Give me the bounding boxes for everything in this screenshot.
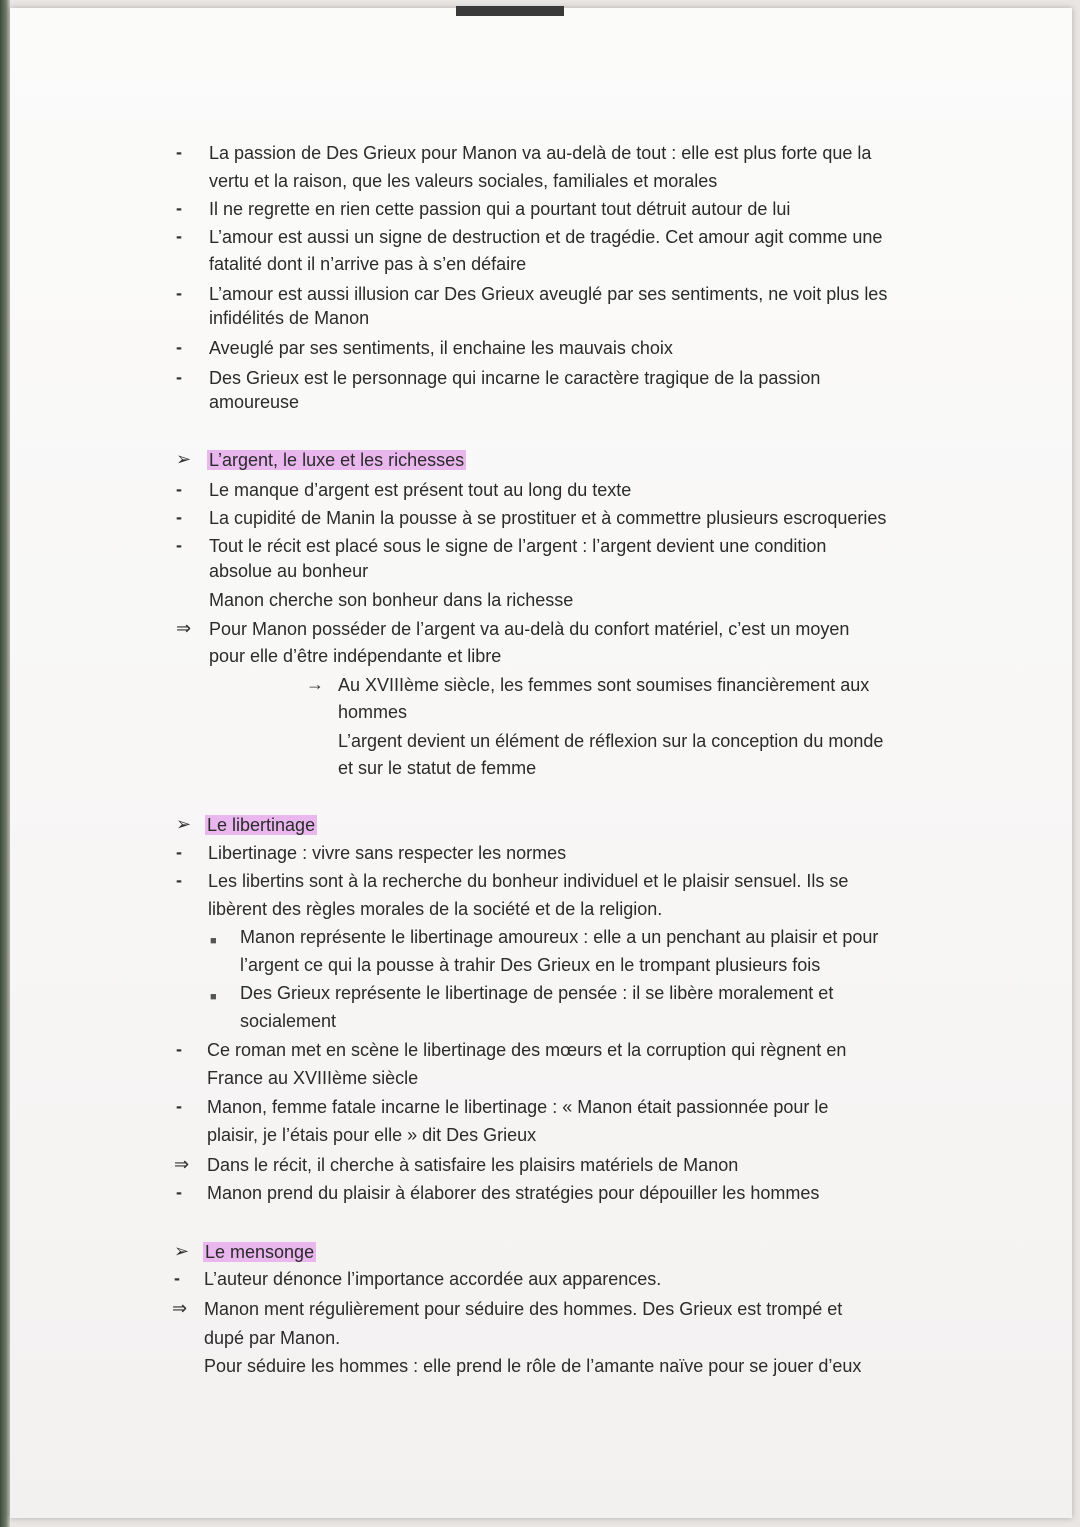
libertinage-line-5: Dans le récit, il cherche à satisfaire les plaisirs matériels de Manon — [207, 1155, 739, 1175]
dash-bullet: - — [176, 226, 182, 246]
square-bullet-icon: ■ — [210, 991, 217, 1003]
dash-bullet: - — [176, 870, 182, 890]
argent-line-7a: L’argent devient un élément de réflexion sur la conception du monde — [338, 731, 884, 751]
dash-bullet: - — [174, 1268, 180, 1288]
square-bullet-icon: ■ — [210, 935, 217, 947]
mensonge-line-2b: dupé par Manon. — [204, 1328, 341, 1348]
libertinage-sub-2b: socialement — [240, 1011, 337, 1031]
argent-line-3a: Tout le récit est placé sous le signe de l’argent : l’argent devient une condition — [209, 536, 827, 556]
libertinage-line-6: Manon prend du plaisir à élaborer des stratégies pour dépouiller les hommes — [207, 1183, 820, 1203]
libertinage-line-2a: Les libertins sont à la recherche du bonheur individuel et le plaisir sensuel. Ils se — [208, 871, 849, 891]
dash-bullet: - — [176, 1039, 182, 1059]
dash-bullet: - — [176, 367, 182, 387]
argent-line-2: La cupidité de Manin la pousse à se prostituer et à commettre plusieurs escroqueries — [209, 508, 887, 528]
dash-bullet: - — [176, 1182, 182, 1202]
implies-arrow-icon: ⇒ — [176, 618, 192, 638]
argent-line-5a: Pour Manon posséder de l’argent va au-delà du confort matériel, c’est un moyen — [209, 619, 850, 639]
passion-item-4-line-1: L’amour est aussi illusion car Des Grieux aveuglé par ses sentiments, ne voit plus les — [209, 284, 888, 304]
passion-item-1-line-1: La passion de Des Grieux pour Manon va au-delà de tout : elle est plus forte que la — [209, 143, 872, 163]
mensonge-line-1: L’auteur dénonce l’importance accordée aux apparences. — [204, 1269, 662, 1289]
dash-bullet: - — [176, 198, 182, 218]
section-heading-mensonge — [203, 1239, 316, 1266]
passion-item-6-line-2: amoureuse — [209, 392, 300, 412]
libertinage-line-4b: plaisir, je l’étais pour elle » dit Des Grieux — [207, 1125, 537, 1145]
dash-bullet: - — [176, 283, 182, 303]
libertinage-line-2b: libèrent des règles morales de la société et de la religion. — [208, 899, 663, 919]
libertinage-sub-2a: Des Grieux représente le libertinage de pensée : il se libère moralement et — [240, 983, 834, 1003]
libertinage-line-4a: Manon, femme fatale incarne le libertinage : « Manon était passionnée pour le — [207, 1097, 829, 1117]
arrowhead-bullet-icon: ➢ — [176, 449, 192, 469]
argent-line-7b: et sur le statut de femme — [338, 758, 537, 778]
libertinage-line-3b: France au XVIIIème siècle — [207, 1068, 419, 1088]
passion-item-1-line-2: vertu et la raison, que les valeurs sociales, familiales et morales — [209, 171, 718, 191]
libertinage-sub-1a: Manon représente le libertinage amoureux : elle a un penchant au plaisir et pour — [240, 927, 879, 947]
libertinage-line-3a: Ce roman met en scène le libertinage des mœurs et la corruption qui règnent en — [207, 1040, 847, 1060]
passion-item-6-line-1: Des Grieux est le personnage qui incarne le caractère tragique de la passion — [209, 368, 821, 388]
passion-item-2: Il ne regrette en rien cette passion qui a pourtant tout détruit autour de lui — [209, 199, 791, 219]
passion-item-5: Aveuglé par ses sentiments, il enchaine les mauvais choix — [209, 338, 673, 358]
dash-bullet: - — [176, 507, 182, 527]
passion-item-3-line-1: L’amour est aussi un signe de destruction et de tragédie. Cet amour agit comme une — [209, 227, 883, 247]
section-heading-argent — [207, 447, 466, 474]
argent-line-5b: pour elle d’être indépendante et libre — [209, 646, 502, 666]
arrowhead-bullet-icon: ➢ — [174, 1241, 190, 1261]
dash-bullet: - — [176, 479, 182, 499]
libertinage-sub-1b: l’argent ce qui la pousse à trahir Des Grieux en le trompant plusieurs fois — [240, 955, 821, 975]
section-heading-libertinage — [205, 812, 317, 839]
argent-line-6b: hommes — [338, 702, 408, 722]
dash-bullet: - — [176, 842, 182, 862]
implies-arrow-icon: ⇒ — [174, 1154, 190, 1174]
dash-bullet: - — [176, 337, 182, 357]
argent-line-1: Le manque d’argent est présent tout au long du texte — [209, 480, 632, 500]
right-arrow-icon: → — [306, 674, 324, 694]
passion-item-3-line-2: fatalité dont il n’arrive pas à s’en défaire — [209, 254, 527, 274]
heading-highlight: Le mensonge — [205, 1242, 315, 1262]
argent-line-4: Manon cherche son bonheur dans la richesse — [209, 590, 574, 610]
arrowhead-bullet-icon: ➢ — [176, 814, 192, 834]
passion-item-4-line-2: infidélités de Manon — [209, 308, 370, 328]
libertinage-line-1: Libertinage : vivre sans respecter les normes — [208, 843, 567, 863]
mensonge-line-3: Pour séduire les hommes : elle prend le rôle de l’amante naïve pour se jouer d’eux — [204, 1356, 862, 1376]
argent-line-6a: Au XVIIIème siècle, les femmes sont soumises financièrement aux — [338, 675, 870, 695]
implies-arrow-icon: ⇒ — [172, 1298, 188, 1318]
dash-bullet: - — [176, 1096, 182, 1116]
heading-highlight: Le libertinage — [207, 815, 316, 835]
mensonge-line-2a: Manon ment régulièrement pour séduire des hommes. Des Grieux est trompé et — [204, 1299, 843, 1319]
dash-bullet: - — [176, 535, 182, 555]
heading-highlight: L’argent, le luxe et les richesses — [209, 450, 465, 470]
dash-bullet: - — [176, 142, 182, 162]
argent-line-3b: absolue au bonheur — [209, 561, 369, 581]
